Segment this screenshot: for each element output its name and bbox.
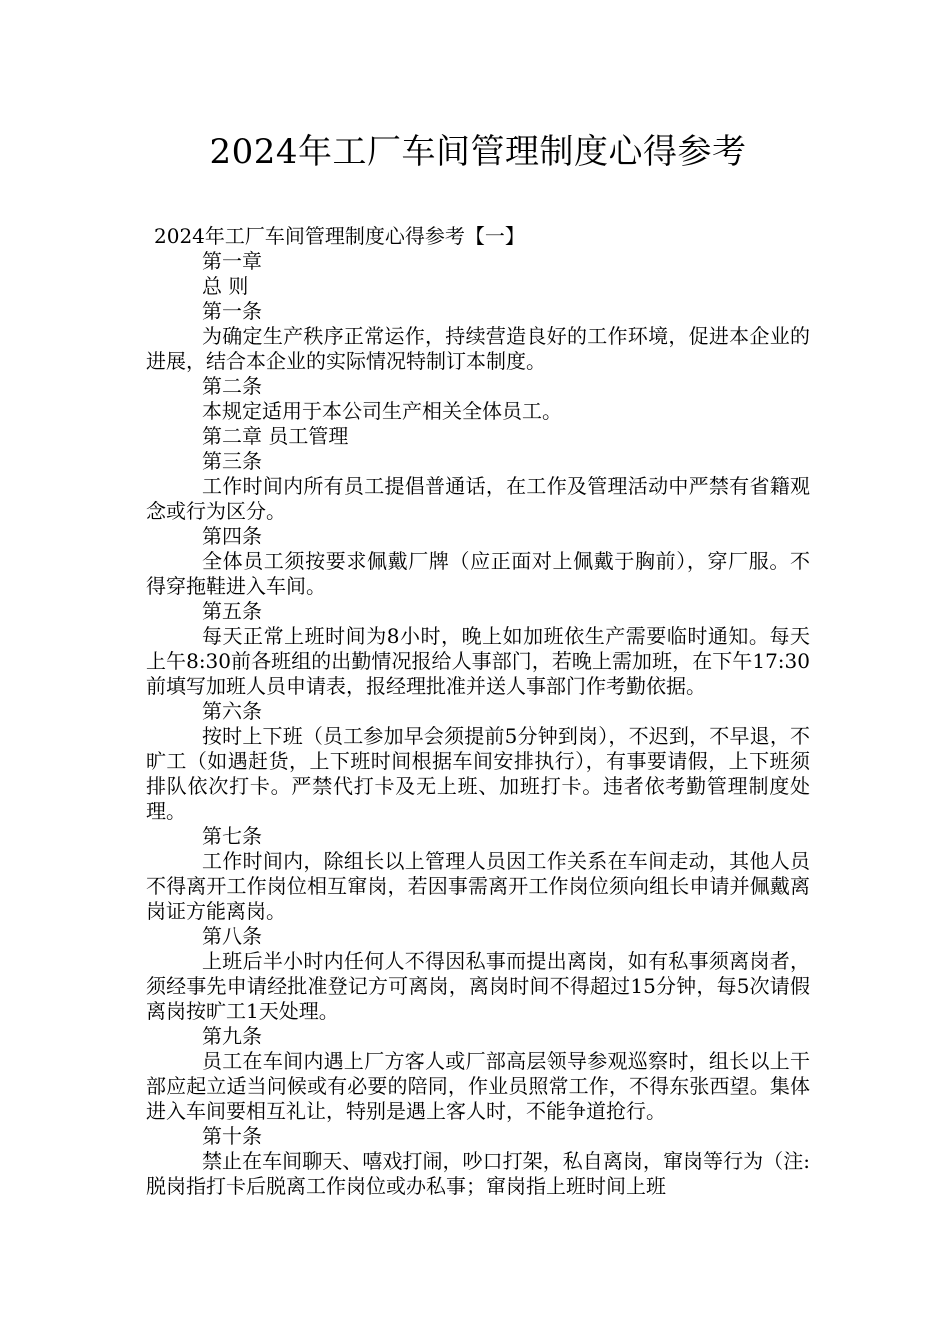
heading-line: 第五条 bbox=[202, 599, 262, 623]
paragraph: 工作时间内所有员工提倡普通话，在工作及管理活动中严禁有省籍观念或行为区分。 bbox=[146, 474, 810, 523]
heading-line: 第一章 bbox=[202, 249, 262, 273]
document-title: 2024年工厂车间管理制度心得参考 bbox=[209, 132, 747, 172]
paragraph: 本规定适用于本公司生产相关全体员工。 bbox=[202, 399, 562, 423]
heading-line: 第三条 bbox=[202, 449, 262, 473]
paragraph: 全体员工须按要求佩戴厂牌（应正面对上佩戴于胸前），穿厂服。不得穿拖鞋进入车间。 bbox=[146, 549, 810, 598]
heading-line: 第二条 bbox=[202, 374, 262, 398]
section-subtitle: 2024年工厂车间管理制度心得参考【一】 bbox=[154, 224, 525, 248]
heading-line: 第四条 bbox=[202, 524, 262, 548]
heading-line: 第八条 bbox=[202, 924, 262, 948]
paragraph: 禁止在车间聊天、嘻戏打闹，吵口打架，私自离岗，窜岗等行为（注:脱岗指打卡后脱离工作岗位或办私事；窜岗指上班时间上班 bbox=[146, 1149, 810, 1198]
paragraph: 员工在车间内遇上厂方客人或厂部高层领导参观巡察时，组长以上干部应起立适当问候或有必要的陪同，作业员照常工作，不得东张西望。集体进入车间要相互礼让，特别是遇上客人时，不能争道抢行。 bbox=[146, 1049, 810, 1123]
heading-line: 第九条 bbox=[202, 1024, 262, 1048]
paragraph: 按时上下班（员工参加早会须提前5分钟到岗），不迟到，不早退，不旷工（如遇赶货，上下班时间根据车间安排执行），有事要请假，上下班须排队依次打卡。严禁代打卡及无上班、加班打卡。违者依考勤管理制度处理。 bbox=[146, 724, 810, 823]
heading-line: 第七条 bbox=[202, 824, 262, 848]
paragraph: 上班后半小时内任何人不得因私事而提出离岗，如有私事须离岗者，须经事先申请经批准登记方可离岗，离岗时间不得超过15分钟，每5次请假离岗按旷工1天处理。 bbox=[146, 949, 810, 1023]
paragraph: 每天正常上班时间为8小时，晚上如加班依生产需要临时通知。每天上午8:30前各班组的出勤情况报给人事部门，若晚上需加班，在下午17:30前填写加班人员申请表，报经理批准并送人事部门作考勤依据。 bbox=[146, 624, 810, 698]
heading-line: 第六条 bbox=[202, 699, 262, 723]
paragraph: 工作时间内，除组长以上管理人员因工作关系在车间走动，其他人员不得离开工作岗位相互窜岗，若因事需离开工作岗位须向组长申请并佩戴离岗证方能离岗。 bbox=[146, 849, 810, 923]
paragraph: 为确定生产秩序正常运作，持续营造良好的工作环境，促进本企业的进展，结合本企业的实际情况特制订本制度。 bbox=[146, 324, 810, 373]
heading-line: 第十条 bbox=[202, 1124, 262, 1148]
heading-line: 第一条 bbox=[202, 299, 262, 323]
heading-line: 第二章 员工管理 bbox=[202, 424, 349, 448]
heading-line: 总 则 bbox=[202, 274, 249, 298]
